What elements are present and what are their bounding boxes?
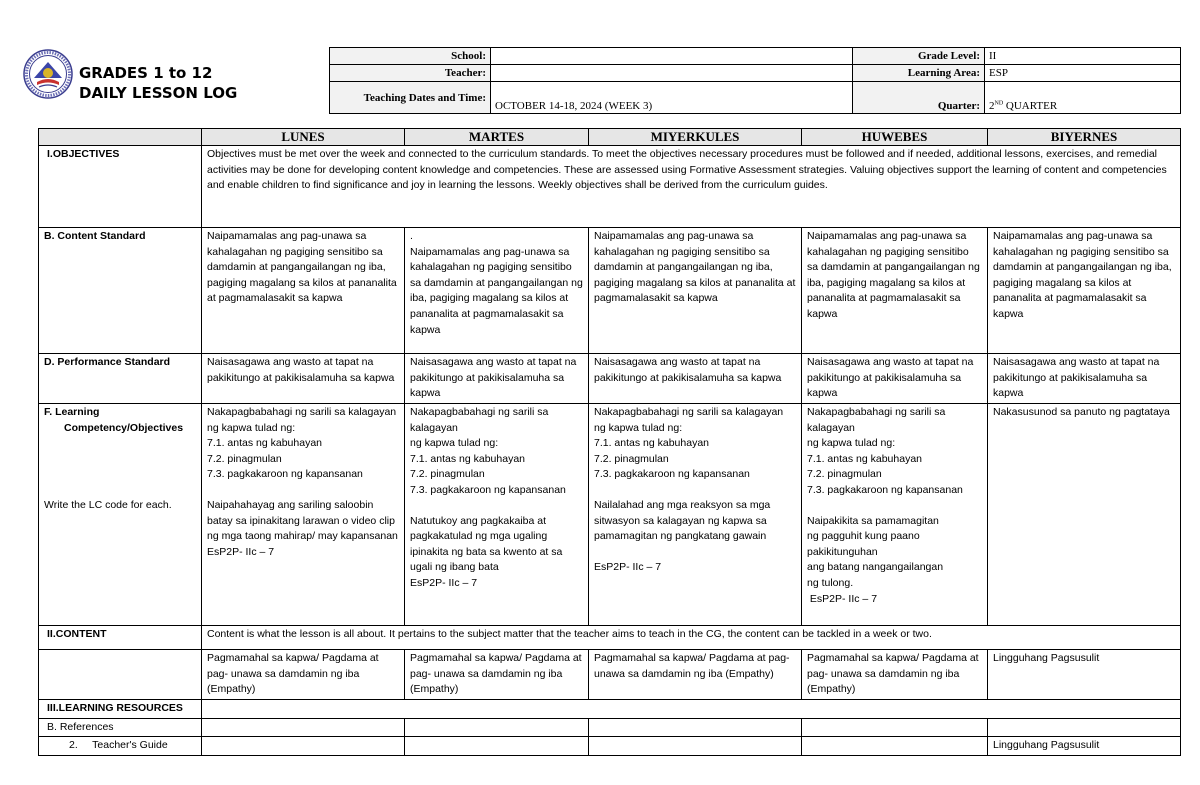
objectives-text: Objectives must be met over the week and connected to the curriculum standards. To meet the objectives necessary procedures must be followed and if needed, additional lessons, exercises, and remedial activities may be done for developing content knowledge and competencies. These are assessed using Formative Assessment strategies. Valuing objectives support the learning of content and competencies and enable children to find significance and joy in learning the lessons. Weekly objectives shall be derived from the curriculum guides. — [202, 146, 1181, 228]
competency-item-2: 7.2. pinagmulan — [207, 452, 282, 465]
teachers-guide-miyerkules — [589, 737, 802, 756]
quarter-label: Quarter: — [853, 82, 985, 114]
competency-huwebes-extra-2: ng pagguhit kung paano — [807, 530, 920, 543]
learning-area-value[interactable]: ESP — [985, 65, 1181, 82]
teachers-guide-row — [39, 737, 1181, 756]
content-standard-martes-text: Naipamamalas ang pag-unawa sa kahalagahan ng pagiging sensitibo sa damdamin at pangangailangan ng iba, pagiging magalang sa kilos at pananalita at pagmamalasakit sa kapwa — [410, 245, 583, 336]
references-lunes — [202, 718, 405, 737]
teacher-field[interactable] — [491, 65, 853, 82]
learning-resources-row — [39, 700, 1181, 719]
competency-intro: Nakapagbabahagi ng sarili sa kalagayan — [594, 406, 784, 418]
competency-miyerkules-extra: Nailalahad ang mga reaksyon sa mga sitwasyon sa kalagayan ng kapwa sa pamamagitan ng pangkatang gawain — [594, 498, 771, 543]
teachers-guide-huwebes — [802, 737, 988, 756]
references-label: B. References — [39, 718, 202, 737]
competency-huwebes-extra-5: ng tulong. — [807, 576, 854, 589]
competency-lunes-extra: Naipahahayag ang sariling saloobin batay sa ipinakitang larawan o video clip ng mga taong mahirap/ may kapansanan — [207, 498, 398, 543]
content-standard-row — [39, 228, 1181, 354]
performance-standard-biyernes: Naisasagawa ang wasto at tapat na pakikitungo at pakikisalamuha sa kapwa — [988, 354, 1181, 404]
competency-huwebes — [802, 404, 988, 626]
lesson-log-table — [38, 128, 1181, 756]
performance-standard-miyerkules: Naisasagawa ang wasto at tapat na pakikitungo at pakikisalamuha sa kapwa — [589, 354, 802, 404]
competency-item-3: 7.3. pagkakaroon ng kapansanan — [410, 483, 566, 496]
competency-item-2: 7.2. pinagmulan — [410, 468, 485, 481]
content-topic-lunes: Pagmamahal sa kapwa/ Pagdama at pag- unawa sa damdamin ng iba (Empathy) — [202, 650, 405, 700]
references-row — [39, 718, 1181, 737]
content-topic-martes: Pagmamahal sa kapwa/ Pagdama at pag- unawa sa damdamin ng iba (Empathy) — [405, 650, 589, 700]
header-info-table — [329, 47, 1181, 114]
references-biyernes — [988, 718, 1181, 737]
objectives-label: I.OBJECTIVES — [39, 146, 202, 228]
competency-miyerkules — [589, 404, 802, 626]
content-standard-miyerkules: Naipamamalas ang pag-unawa sa kahalagahan ng pagiging sensitibo sa damdamin at pangangailangan ng iba, pagiging magalang sa kilos at pananalita at pagmamalasakit sa kapwa — [589, 228, 802, 354]
objectives-row — [39, 146, 1181, 228]
teachers-guide-martes — [405, 737, 589, 756]
content-topic-blank — [39, 650, 202, 700]
content-row — [39, 626, 1181, 650]
competency-label-line1: F. Learning — [44, 406, 100, 418]
quarter-number: 2 — [989, 100, 995, 112]
competency-intro-line: ng kapwa tulad ng: — [594, 421, 683, 434]
learning-resources-label: III.LEARNING RESOURCES — [39, 700, 202, 719]
teaching-dates-label: Teaching Dates and Time: — [330, 82, 491, 114]
content-standard-martes-dot: . — [410, 230, 413, 242]
competency-label-cell — [39, 404, 202, 626]
school-field[interactable] — [491, 48, 853, 65]
day-header-row — [39, 129, 1181, 146]
performance-standard-huwebes: Naisasagawa ang wasto at tapat na pakikitungo at pakikisalamuha sa kapwa — [802, 354, 988, 404]
day-header-miyerkules: MIYERKULES — [589, 129, 802, 146]
teachers-guide-biyernes: Lingguhang Pagsusulit — [988, 737, 1181, 756]
content-standard-biyernes: Naipamamalas ang pag-unawa sa kahalagahan ng pagiging sensitibo sa damdamin at pangangailangan ng iba, pagiging magalang sa kilos at pananalita at pagmamalasakit sa kapwa — [988, 228, 1181, 354]
learning-resources-blank — [202, 700, 1181, 719]
competency-intro: Nakapagbabahagi ng sarili sa kalagayan — [807, 406, 946, 434]
competency-item-3: 7.3. pagkakaroon ng kapansanan — [594, 468, 750, 481]
competency-label-line2: Competency/Objectives — [64, 421, 184, 434]
competency-biyernes: Nakasusunod sa panuto ng pagtataya — [988, 404, 1181, 626]
quarter-suffix: ND — [994, 100, 1004, 107]
competency-item-1: 7.1. antas ng kabuhayan — [410, 452, 526, 465]
title-line-1: GRADES 1 to 12 — [79, 64, 213, 82]
competency-intro: Nakapagbabahagi ng sarili sa kalagayan — [410, 406, 549, 434]
competency-code: EsP2P- IIc – 7 — [807, 592, 878, 605]
quarter-value[interactable] — [985, 82, 1181, 114]
deped-seal-logo — [23, 49, 73, 99]
competency-martes-extra: Natutukoy ang pagkakaiba at pagkakatulad ng mga ugaling ipinakita ng bata sa kwento at sa ugali ng ibang bata — [410, 514, 563, 574]
references-huwebes — [802, 718, 988, 737]
header-blank-cell — [39, 129, 202, 146]
content-topic-row — [39, 650, 1181, 700]
competency-intro-line: ng kapwa tulad ng: — [410, 437, 499, 450]
competency-code: EsP2P- IIc – 7 — [207, 545, 275, 558]
teachers-guide-lunes — [202, 737, 405, 756]
performance-standard-lunes: Naisasagawa ang wasto at tapat na pakikitungo at pakikisalamuha sa kapwa — [202, 354, 405, 404]
content-topic-miyerkules: Pagmamahal sa kapwa/ Pagdama at pag- unawa sa damdamin ng iba (Empathy) — [589, 650, 802, 700]
content-topic-huwebes: Pagmamahal sa kapwa/ Pagdama at pag- unawa sa damdamin ng iba (Empathy) — [802, 650, 988, 700]
content-standard-lunes: Naipamamalas ang pag-unawa sa kahalagahan ng pagiging sensitibo sa damdamin at pangangailangan ng iba, pagiging magalang sa kilos at pananalita at pagmamalasakit sa kapwa — [202, 228, 405, 354]
performance-standard-label: D. Performance Standard — [39, 354, 202, 404]
competency-huwebes-extra-3: pakikitunguhan — [807, 545, 878, 558]
content-label: II.CONTENT — [39, 626, 202, 650]
competency-item-1: 7.1. antas ng kabuhayan — [207, 437, 323, 450]
competency-item-2: 7.2. pinagmulan — [594, 452, 669, 465]
competency-martes — [405, 404, 589, 626]
content-topic-biyernes: Lingguhang Pagsusulit — [988, 650, 1181, 700]
competency-row — [39, 404, 1181, 626]
school-label: School: — [330, 48, 491, 65]
competency-item-1: 7.1. antas ng kabuhayan — [594, 437, 710, 450]
day-header-biyernes: BIYERNES — [988, 129, 1181, 146]
competency-huwebes-extra-1: Naipakikita sa pamamagitan — [807, 514, 939, 527]
content-description: Content is what the lesson is all about. It pertains to the subject matter that the teacher aims to teach in the CG, the content can be tackled in a week or two. — [202, 626, 1181, 650]
competency-code: EsP2P- IIc – 7 — [410, 576, 478, 589]
references-martes — [405, 718, 589, 737]
quarter-word: QUARTER — [1005, 100, 1058, 112]
lc-code-note: Write the LC code for each. — [44, 499, 172, 512]
competency-item-3: 7.3. pagkakaroon ng kapansanan — [807, 483, 963, 496]
grade-level-value[interactable]: II — [985, 48, 1181, 65]
day-header-lunes: LUNES — [202, 129, 405, 146]
competency-item-2: 7.2. pinagmulan — [807, 468, 882, 481]
teacher-label: Teacher: — [330, 65, 491, 82]
competency-huwebes-extra-4: ang batang nangangailangan — [807, 561, 944, 574]
teachers-guide-label: 2. Teacher's Guide — [39, 737, 202, 756]
performance-standard-martes: Naisasagawa ang wasto at tapat na pakikitungo at pakikisalamuha sa kapwa — [405, 354, 589, 404]
title-line-2: DAILY LESSON LOG — [79, 84, 238, 102]
competency-item-3: 7.3. pagkakaroon ng kapansanan — [207, 468, 363, 481]
content-standard-huwebes: Naipamamalas ang pag-unawa sa kahalagahan ng pagiging sensitibo sa damdamin at pangangailangan ng iba, pagiging magalang sa kilos at pananalita at pagmamalasakit sa kapwa — [802, 228, 988, 354]
content-standard-label: B. Content Standard — [39, 228, 202, 354]
competency-intro-line: ng kapwa tulad ng: — [207, 421, 296, 434]
competency-item-1: 7.1. antas ng kabuhayan — [807, 452, 923, 465]
document-title — [79, 63, 237, 103]
day-header-martes: MARTES — [405, 129, 589, 146]
grade-level-label: Grade Level: — [853, 48, 985, 65]
learning-area-label: Learning Area: — [853, 65, 985, 82]
competency-lunes — [202, 404, 405, 626]
day-header-huwebes: HUWEBES — [802, 129, 988, 146]
references-miyerkules — [589, 718, 802, 737]
competency-code: EsP2P- IIc – 7 — [594, 560, 662, 573]
performance-standard-row — [39, 354, 1181, 404]
content-standard-martes — [405, 228, 589, 354]
teaching-dates-value[interactable]: OCTOBER 14-18, 2024 (WEEK 3) — [491, 82, 853, 114]
competency-intro-line: ng kapwa tulad ng: — [807, 437, 896, 450]
competency-intro: Nakapagbabahagi ng sarili sa kalagayan — [207, 406, 397, 418]
